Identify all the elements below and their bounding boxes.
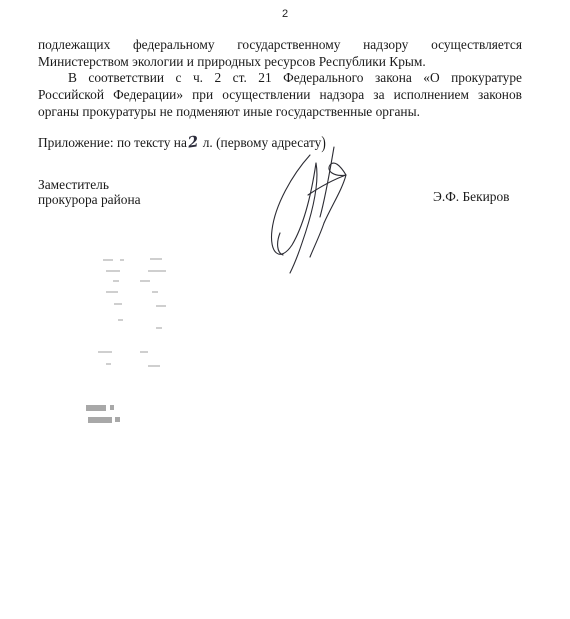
attachment-suffix: л. (первому адресату	[202, 135, 322, 150]
closing-paren-stroke: )	[321, 132, 326, 153]
faded-stamp-marks	[78, 255, 188, 435]
paragraph-line: органы прокуратуры не подменяют иные государственные органы.	[38, 104, 420, 119]
handwritten-page-count: 2	[186, 132, 200, 152]
attachment-prefix: Приложение: по тексту на	[38, 135, 187, 150]
paragraph-line: В соответствии с ч. 2 ст. 21 Федерального закона «О прокуратуре	[68, 70, 522, 85]
handwritten-signature-icon	[250, 135, 380, 275]
signer-title-line: Заместитель	[38, 177, 109, 192]
paragraph-line: подлежащих федеральному государственному надзору осуществляется	[38, 37, 522, 52]
paragraph-supervision	[38, 36, 522, 70]
page-number: 2	[281, 8, 289, 20]
signer-position	[38, 177, 141, 207]
paragraph-line: Российской Федерации» при осуществлении надзора за исполнением законов	[38, 87, 522, 102]
paragraph-prosecutor-law	[38, 69, 522, 120]
signer-title-line: прокурора района	[38, 192, 141, 207]
paragraph-line: Министерством экологии и природных ресурсов Республики Крым.	[38, 54, 426, 69]
signer-name: Э.Ф. Бекиров	[433, 189, 510, 204]
